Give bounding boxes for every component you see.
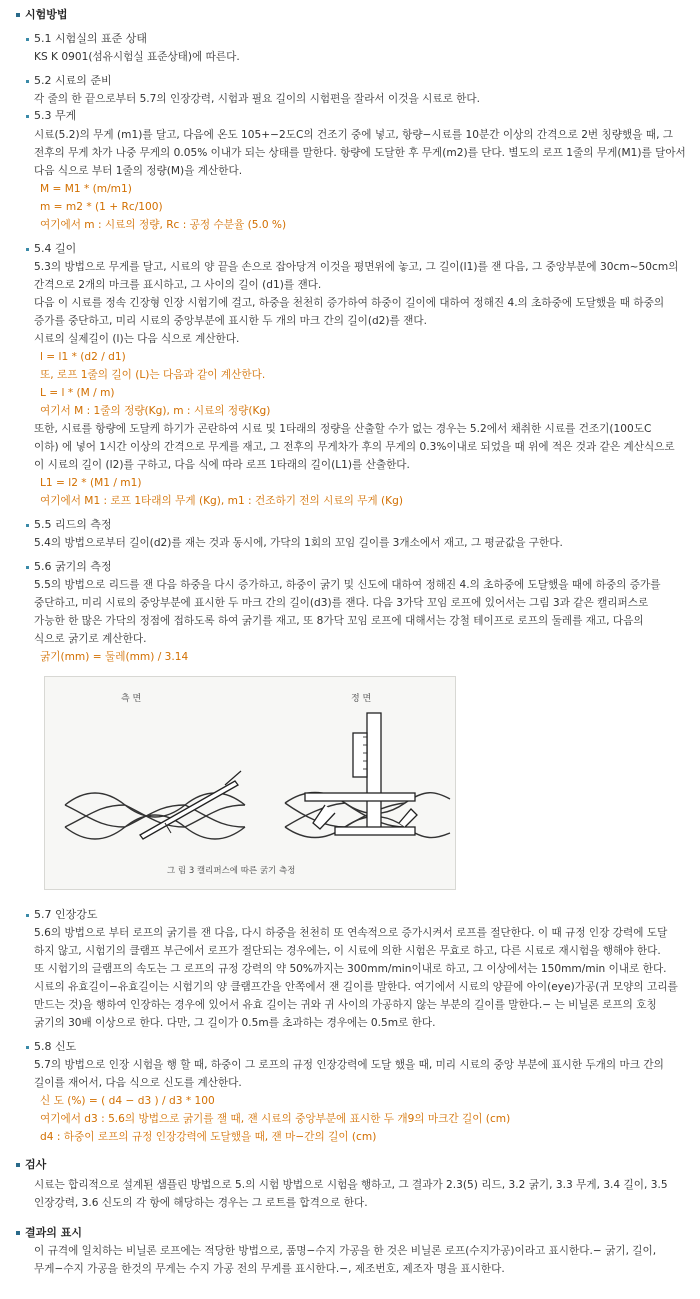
paragraph-line: 가능한 한 많은 가닥의 정점에 접하도록 하여 굵기를 재고, 또 8가닥 꼬임 로프에 대해서는 강철 테이프로 로프의 둘레를 재고, 다음의 — [34, 615, 644, 627]
figure-caliper-measurement — [44, 676, 456, 890]
paragraph-line: 시료의 실제길이 (l)는 다음 식으로 계산한다. — [34, 333, 240, 345]
paragraph-line: 5.7의 방법으로 인장 시험을 행 할 때, 하중이 그 로프의 규정 인장강력에 도달 했을 때, 미리 시료의 중앙 부분에 표시한 두개의 마크 간의 — [34, 1059, 664, 1071]
paragraph-line: 간격으로 2개의 마크를 표시하고, 그 사이의 길이 (d1)를 잰다. — [34, 279, 322, 291]
subsection-title: 5.5 리드의 측정 — [34, 518, 112, 531]
paragraph-line: 이 규격에 일치하는 비닐론 로프에는 적당한 방법으로, 품명−수지 가공을 한 것은 비닐론 로프(수지가공)이라고 표시한다.− 굵기, 길이, — [34, 1245, 657, 1257]
paragraph-line: 다음 식으로 부터 1줄의 정량(M)을 계산한다. — [34, 165, 243, 177]
section-title: 검사 — [25, 1158, 47, 1171]
paragraph-line: 무게−수지 가공을 한것의 무게는 수지 가공 전의 무게를 표시한다.−, 제조번호, 제조자 명을 표시한다. — [34, 1263, 505, 1275]
paragraph-line: 다음 이 시료를 정속 긴장형 인장 시험기에 걸고, 하중을 천천히 증가하여 하중이 길이에 대하여 정해진 4.의 초하중에 도달했을 때 하중의 — [34, 297, 665, 309]
subsection-title: 5.2 시료의 준비 — [34, 74, 112, 87]
formula-line: 또, 로프 1줄의 길이 (L)는 다음과 같이 계산한다. — [40, 369, 266, 381]
dot-bullet-icon — [26, 1046, 29, 1049]
subsection-title: 5.6 굵기의 측정 — [34, 560, 112, 573]
paragraph-line: 각 줄의 한 끝으로부터 5.7의 인장강력, 시험과 필요 길이의 시험편을 잘라서 이것을 시료로 한다. — [34, 93, 480, 105]
formula-line: L1 = l2 * (M1 / m1) — [40, 477, 142, 489]
subsection-5-6-heading — [26, 559, 112, 575]
paragraph-line: 시료의 유효길이−유효길이는 시험기의 양 클램프간을 안쪽에서 잰 길이를 말한다. 여기에서 시료의 양끝에 아이(eye)가공(귀 모양의 고리를 — [34, 981, 678, 993]
paragraph-line: 중단하고, 미리 시료의 중앙부분에 표시한 두 마크 간의 길이(d3)를 잰다. 다음 3가닥 꼬임 로프에 있어서는 그림 3과 같은 캘리퍼스로 — [34, 597, 649, 609]
paragraph-line: 굵기의 30배 이상으로 한다. 다만, 그 길이가 0.5m를 초과하는 경우에는 0.5m로 한다. — [34, 1017, 436, 1029]
square-bullet-icon — [16, 1231, 20, 1235]
paragraph-line: 이하) 에 넣어 1시간 이상의 간격으로 무게를 재고, 그 전후의 무게차가 후의 무게의 0.3%이내로 되었을 때 위에 적은 것과 같은 계산식으로 — [34, 441, 675, 453]
formula-line: 여기에서 m : 시료의 정량, Rc : 공정 수분율 (5.0 %) — [40, 219, 287, 231]
dot-bullet-icon — [26, 248, 29, 251]
formula-line: m = m2 * (1 + Rc/100) — [40, 201, 163, 213]
figure-label-side: 측 면 — [121, 694, 142, 704]
paragraph-line: 증가를 중단하고, 미리 시료의 중앙부분에 표시한 두 개의 마크 간의 길이(d2)를 잰다. — [34, 315, 427, 327]
paragraph-line: 전후의 무게 차가 나중 무게의 0.05% 이내가 되는 상태를 말한다. 항량에 도달한 후 무게(m2)를 단다. 별도의 로프 1줄의 무게(M1)를 달아서 — [34, 147, 686, 159]
subsection-5-5-heading — [26, 517, 112, 533]
dot-bullet-icon — [26, 914, 29, 917]
section-heading-marking — [16, 1225, 82, 1241]
subsection-title: 5.8 신도 — [34, 1040, 77, 1053]
paragraph-line: 이 시료의 길이 (l2)를 구하고, 다음 식에 따라 로프 1타래의 길이(L1)를 산출한다. — [34, 459, 410, 471]
figure-caption: 그 림 3 캘리퍼스에 따른 굵기 측정 — [167, 866, 296, 876]
section-title: 시험방법 — [25, 8, 68, 21]
paragraph-line: 만드는 것)을 행하여 인장하는 경우에 있어서 유효 길이는 귀와 귀 사이의 가공하지 않는 부분의 길이를 말한다.− 는 비닐론 로프의 호칭 — [34, 999, 657, 1011]
formula-line: L = l * (M / m) — [40, 387, 115, 399]
dot-bullet-icon — [26, 80, 29, 83]
formula-line: 신 도 (%) = ( d4 − d3 ) / d3 * 100 — [40, 1095, 215, 1107]
subsection-title: 5.4 길이 — [34, 242, 77, 255]
caliper-illustration — [45, 677, 455, 889]
paragraph-line: 5.3의 방법으로 무게를 달고, 시료의 양 끝을 손으로 잡아당겨 이것을 평면위에 놓고, 그 길이(l1)를 잰 다음, 그 중앙부분에 30cm~50cm의 — [34, 261, 679, 273]
subsection-title: 5.3 무게 — [34, 109, 77, 122]
subsection-5-8-heading — [26, 1039, 76, 1055]
paragraph-line: 또한, 시료를 항량에 도달케 하기가 곤란하여 시료 및 1타래의 정량을 산출할 수가 없는 경우는 5.2에서 채취한 시료를 건조기(100도C — [34, 423, 652, 435]
formula-line: 여기에서 M1 : 로프 1타래의 무게 (Kg), m1 : 건조하기 전의 시료의 무게 (Kg) — [40, 495, 403, 507]
formula-line: d4 : 하중이 로프의 규정 인장강력에 도달했을 때, 잰 마−간의 길이 (cm) — [40, 1131, 377, 1143]
dot-bullet-icon — [26, 38, 29, 41]
square-bullet-icon — [16, 1163, 20, 1167]
vernier-caliper — [305, 713, 417, 835]
section-title: 결과의 표시 — [25, 1226, 82, 1239]
subsection-title: 5.1 시험실의 표준 상태 — [34, 32, 147, 45]
paragraph-line: 또 시험기의 글램프의 속도는 그 로프의 규정 강력의 약 50%까지는 300mm/min이내로 하고, 그 이상에서는 150mm/min 이내로 한다. — [34, 963, 667, 975]
paragraph-line: 5.4의 방법으로부터 길이(d2)를 재는 것과 동시에, 가닥의 1회의 꼬임 길이를 3개소에서 재고, 그 평균값을 구한다. — [34, 537, 563, 549]
figure-label-front: 정 면 — [351, 694, 372, 704]
paragraph-line: KS K 0901(섬유시험실 표준상태)에 따른다. — [34, 51, 240, 63]
square-bullet-icon — [16, 13, 20, 17]
paragraph-line: 시료(5.2)의 무게 (m1)를 달고, 다음에 온도 105+−2도C의 건조기 중에 넣고, 항량−시료를 10분간 이상의 간격으로 2번 칭량했을 때, 그 — [34, 129, 674, 141]
subsection-title: 5.7 인장강도 — [34, 908, 98, 921]
subsection-5-4-heading — [26, 241, 76, 257]
paragraph-line: 인장강력, 3.6 신도의 각 항에 해당하는 경우는 그 로트를 합격으로 한다. — [34, 1197, 368, 1209]
formula-line: 여기서 M : 1줄의 정량(Kg), m : 시료의 정량(Kg) — [40, 405, 271, 417]
formula-line: M = M1 * (m/m1) — [40, 183, 132, 195]
paragraph-line: 5.5의 방법으로 리드를 잰 다음 하중을 다시 증가하고, 하중이 굵기 및 신도에 대하여 정해진 4.의 초하중에 도달했을 때에 하중의 증가를 — [34, 579, 661, 591]
section-heading-test-method — [16, 7, 68, 23]
section-heading-inspection — [16, 1157, 46, 1173]
paragraph-line: 길이를 재어서, 다음 식으로 신도를 계산한다. — [34, 1077, 242, 1089]
dot-bullet-icon — [26, 566, 29, 569]
dot-bullet-icon — [26, 115, 29, 118]
paragraph-line: 시료는 합리적으로 설계된 샘플린 방법으로 5.의 시험 방법으로 시험을 행하고, 그 결과가 2.3(5) 리드, 3.2 굵기, 3.3 무게, 3.4 길이, 3.5 — [34, 1179, 668, 1191]
subsection-5-3-heading — [26, 108, 76, 124]
subsection-5-2-heading — [26, 73, 112, 89]
paragraph-line: 5.6의 방법으로 부터 로프의 굵기를 잰 다음, 다시 하중을 천천히 또 연속적으로 증가시켜서 로프를 절단한다. 이 때 규정 인장 강력에 도달 — [34, 927, 668, 939]
paragraph-line: 식으로 굵기로 계산한다. — [34, 633, 147, 645]
subsection-5-1-heading — [26, 31, 147, 47]
formula-line: l = l1 * (d2 / d1) — [40, 351, 126, 363]
dot-bullet-icon — [26, 524, 29, 527]
paragraph-line: 하지 않고, 시험기의 클램프 부근에서 로프가 절단되는 경우에는, 이 시료에 의한 시험은 무효로 하고, 다른 시료로 재시험을 행해야 한다. — [34, 945, 661, 957]
caliper-diagonal — [140, 771, 241, 839]
subsection-5-7-heading — [26, 907, 98, 923]
formula-line: 굵기(mm) = 둘레(mm) / 3.14 — [40, 651, 189, 663]
formula-line: 여기에서 d3 : 5.6의 방법으로 굵기를 잴 때, 잰 시료의 중앙부분에 표시한 두 개9의 마크간 길이 (cm) — [40, 1113, 511, 1125]
